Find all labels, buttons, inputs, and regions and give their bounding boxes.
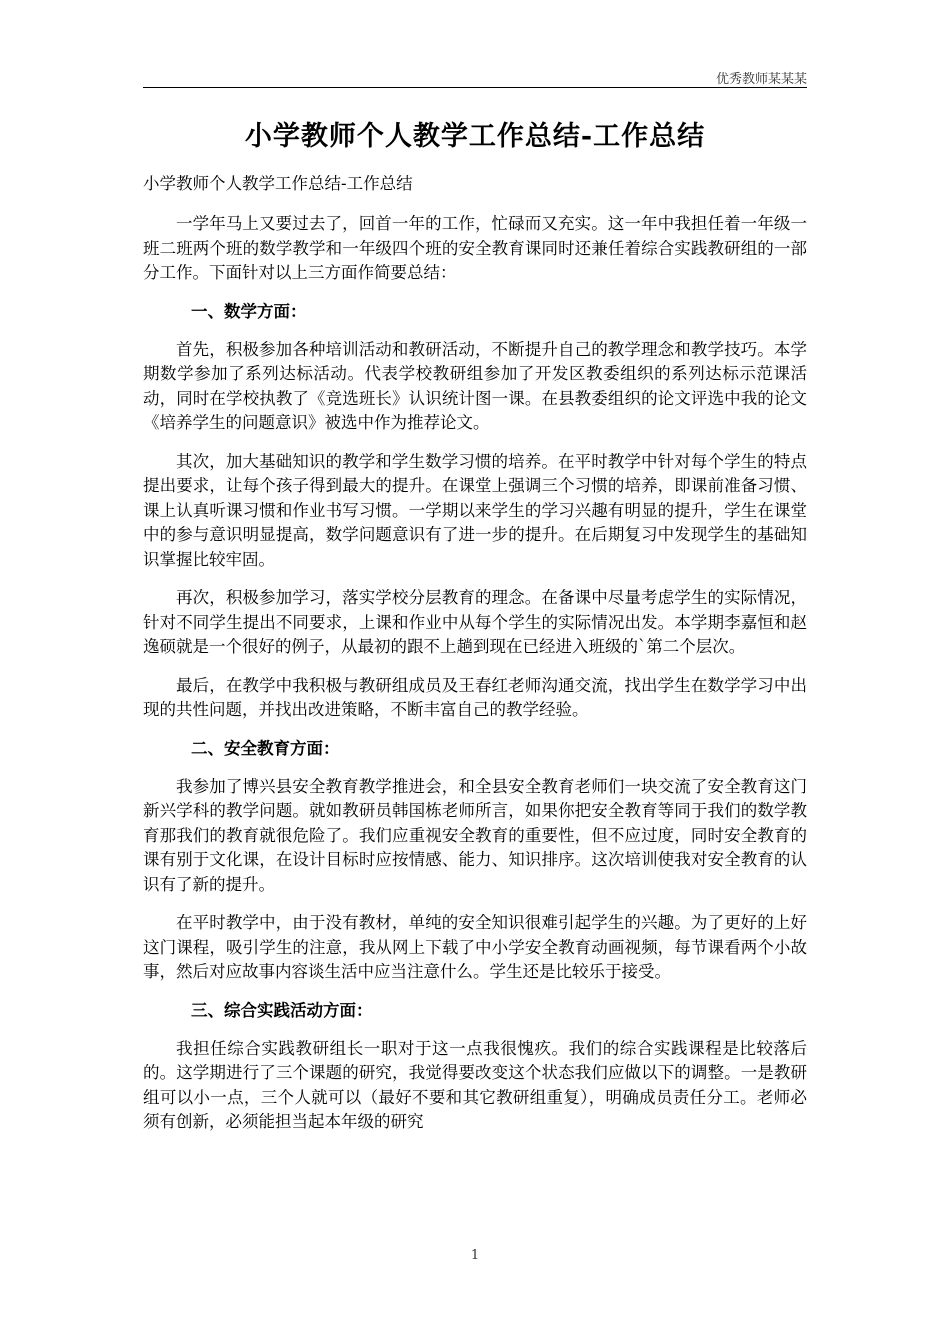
page-header: 优秀教师某某某 bbox=[715, 72, 807, 87]
document-body bbox=[143, 170, 807, 1149]
paragraph-math-last: 最后，在教学中我积极与教研组成员及王春红老师沟通交流，找出学生在数学学习中出现的共性问题，并找出改进策略，不断丰富自己的教学经验。 bbox=[143, 675, 807, 719]
paragraph-math-third: 再次，积极参加学习，落实学校分层教育的理念。在备课中尽量考虑学生的实际情况，针对不同学生提出不同要求，上课和作业中从每个学生的实际情况出发。本学期李嘉恒和赵逸硕就是一个很好的例子，从最初的跟不上趟到现在已经进入班级的`第二个层次。 bbox=[143, 588, 807, 656]
paragraph-practice-1: 我担任综合实践教研组长一职对于这一点我很愧疚。我们的综合实践课程是比较落后的。这学期进行了三个课题的研究，我觉得要改变这个状态我们应做以下的调整。一是教研组可以小一点，三个人就可以（最好不要和其它教研组重复），明确成员责任分工。老师必须有创新，必须能担当起本年级的研究 bbox=[143, 1038, 807, 1131]
section-heading-safety: 二、安全教育方面： bbox=[191, 738, 340, 758]
header-divider bbox=[143, 87, 807, 88]
paragraph-intro: 一学年马上又要过去了，回首一年的工作，忙碌而又充实。这一年中我担任着一年级一班二班两个班的数学教学和一年级四个班的安全教育课同时还兼任着综合实践教研组的一部分工作。下面针对以上三方面作简要总结： bbox=[143, 214, 807, 282]
document-title: 小学教师个人教学工作总结-工作总结 bbox=[244, 121, 706, 152]
document-subtitle: 小学教师个人教学工作总结-工作总结 bbox=[143, 174, 413, 193]
section-heading-math: 一、数学方面： bbox=[191, 301, 307, 321]
section-heading-practice: 三、综合实践活动方面： bbox=[191, 1000, 373, 1020]
paragraph-math-second: 其次，加大基础知识的教学和学生数学习惯的培养。在平时教学中针对每个学生的特点提出要求，让每个孩子得到最大的提升。在课堂上强调三个习惯的培养，即课前准备习惯、课上认真听课习惯和作业书写习惯。一学期以来学生的学习兴趣有明显的提升，学生在课堂中的参与意识明显提高，数学问题意识有了进一步的提升。在后期复习中发现学生的基础知识掌握比较牢固。 bbox=[143, 451, 807, 569]
paragraph-safety-2: 在平时教学中，由于没有教材，单纯的安全知识很难引起学生的兴趣。为了更好的上好这门课程，吸引学生的注意，我从网上下载了中小学安全教育动画视频，每节课看两个小故事，然后对应故事内容谈生活中应当注意什么。学生还是比较乐于接受。 bbox=[143, 913, 807, 981]
paragraph-math-first: 首先，积极参加各种培训活动和教研活动，不断提升自己的教学理念和教学技巧。本学期数学参加了系列达标活动。代表学校教研组参加了开发区教委组织的系列达标示范课活动，同时在学校执教了《竞选班长》认识统计图一课。在县教委组织的论文评选中我的论文《培养学生的问题意识》被选中作为推荐论文。 bbox=[143, 339, 807, 432]
page-number: 1 bbox=[470, 1248, 480, 1263]
paragraph-safety-1: 我参加了博兴县安全教育教学推进会，和全县安全教育老师们一块交流了安全教育这门新兴学科的教学问题。就如教研员韩国栋老师所言，如果你把安全教育等同于我们的数学教育那我们的教育就很危险了。我们应重视安全教育的重要性，但不应过度，同时安全教育的课有别于文化课，在设计目标时应按情感、能力、知识排序。这次培训使我对安全教育的认识有了新的提升。 bbox=[143, 776, 807, 894]
